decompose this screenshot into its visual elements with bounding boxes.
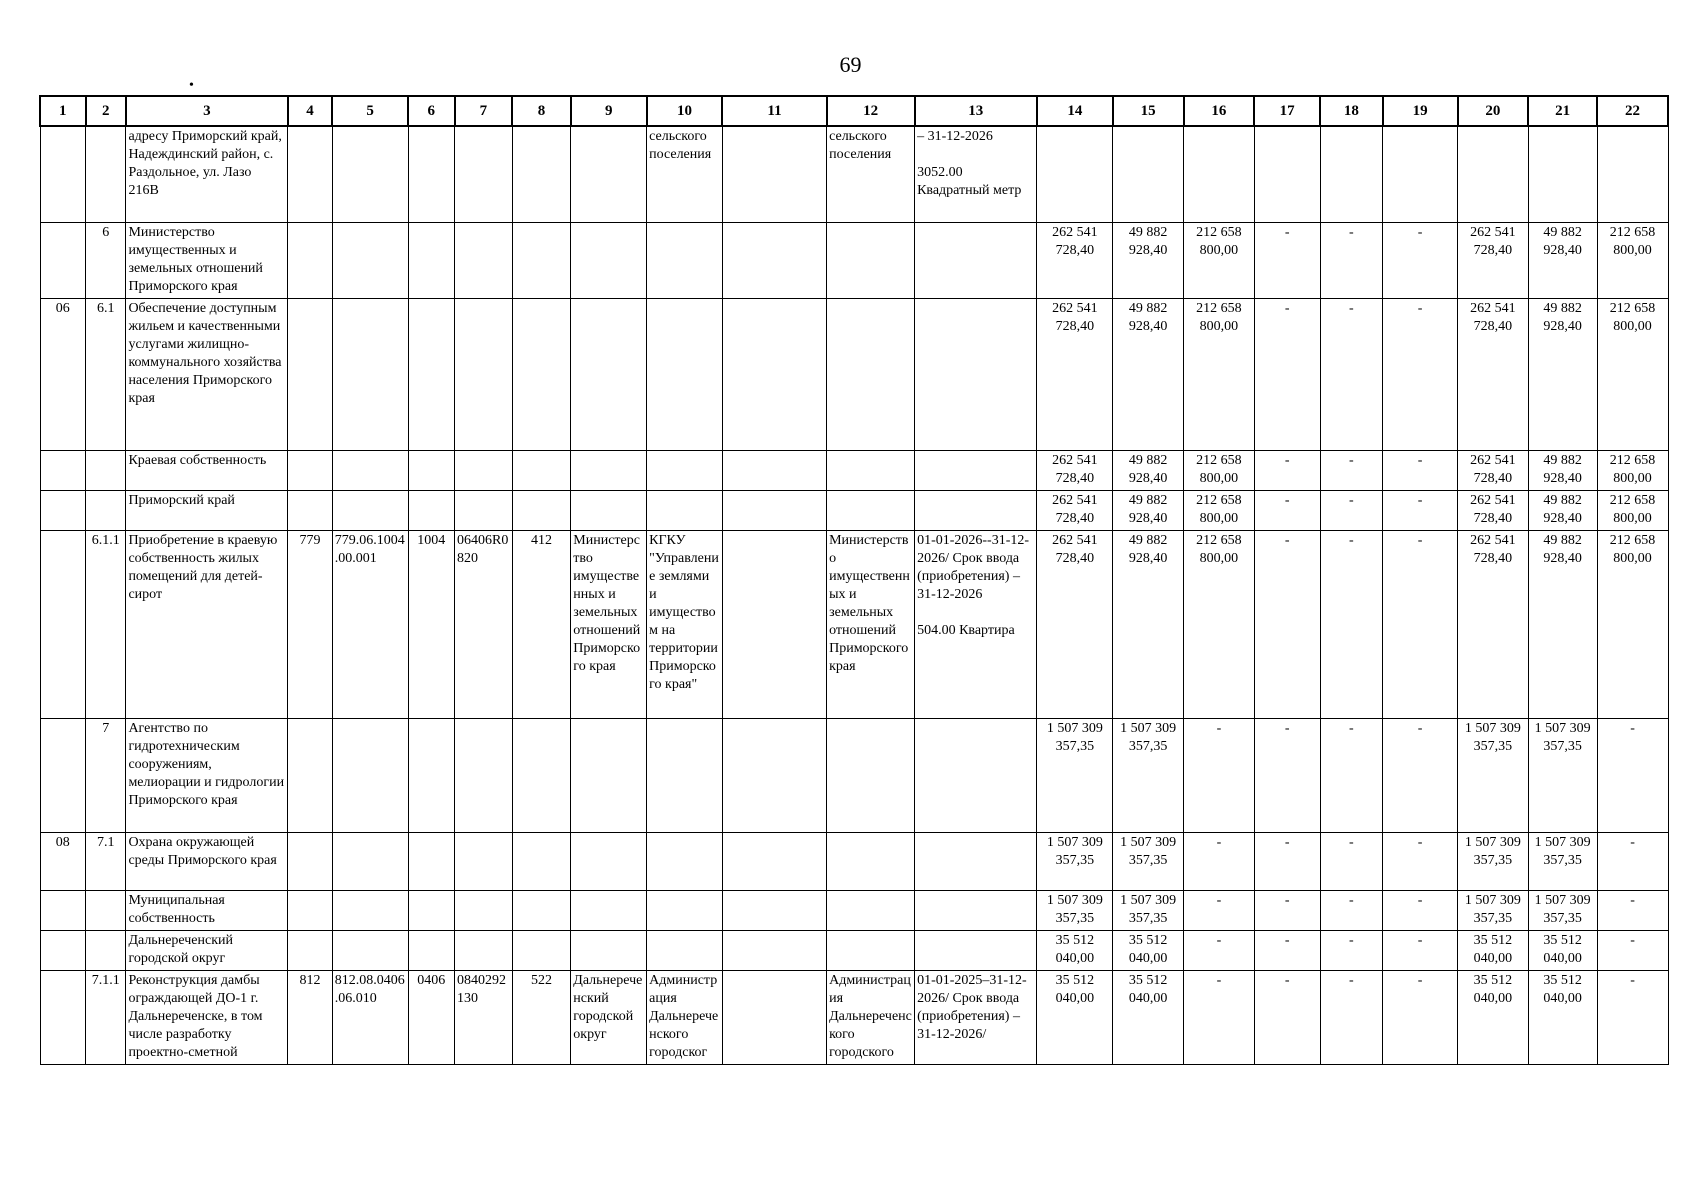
- table-row: [40, 222, 1668, 298]
- table-row: [40, 718, 1668, 832]
- cell-col-17: -: [1254, 490, 1320, 530]
- cell-col-2: 6.1: [86, 298, 126, 450]
- cell-col-10: КГКУ "Управление землями и имуществом на территории Приморского края": [647, 530, 723, 718]
- cell-col-17: -: [1254, 718, 1320, 832]
- cell-col-19: -: [1383, 832, 1458, 890]
- cell-col-1: [40, 222, 86, 298]
- cell-col-19: -: [1383, 890, 1458, 930]
- cell-col-11: [722, 930, 826, 970]
- cell-col-15: 49 882 928,40: [1113, 222, 1184, 298]
- cell-col-19: -: [1383, 450, 1458, 490]
- cell-col-14: 1 507 309 357,35: [1037, 718, 1113, 832]
- cell-col-10: [647, 832, 723, 890]
- cell-col-7: [455, 890, 513, 930]
- cell-col-22: -: [1597, 890, 1668, 930]
- cell-col-12: [827, 930, 915, 970]
- cell-col-18: -: [1320, 450, 1383, 490]
- cell-col-17: -: [1254, 222, 1320, 298]
- cell-col-3: Приобретение в краевую собственность жилых помещений для детей-сирот: [126, 530, 288, 718]
- cell-col-18: -: [1320, 832, 1383, 890]
- cell-col-19: -: [1383, 530, 1458, 718]
- cell-col-19: -: [1383, 718, 1458, 832]
- cell-col-11: [722, 718, 826, 832]
- cell-col-22: 212 658 800,00: [1597, 222, 1668, 298]
- cell-col-14: 35 512 040,00: [1037, 970, 1113, 1064]
- cell-col-5: [332, 126, 408, 222]
- table-row: [40, 890, 1668, 930]
- cell-col-18: -: [1320, 490, 1383, 530]
- cell-col-11: [722, 832, 826, 890]
- cell-col-20: 1 507 309 357,35: [1458, 832, 1529, 890]
- cell-col-10: сельского поселения: [647, 126, 723, 222]
- cell-col-8: [512, 930, 571, 970]
- cell-col-6: [408, 490, 455, 530]
- cell-col-19: [1383, 126, 1458, 222]
- cell-col-5: [332, 930, 408, 970]
- cell-col-11: [722, 530, 826, 718]
- budget-table: [39, 95, 1669, 1065]
- cell-col-20: 1 507 309 357,35: [1458, 718, 1529, 832]
- cell-col-2: 7.1.1: [86, 970, 126, 1064]
- cell-col-20: 262 541 728,40: [1458, 450, 1529, 490]
- cell-col-13: 01-01-2026--31-12-2026/ Срок ввода (приобретения) – 31-12-2026 504.00 Квартира: [915, 530, 1037, 718]
- cell-col-6: 0406: [408, 970, 455, 1064]
- cell-col-9: [571, 890, 647, 930]
- cell-col-6: [408, 832, 455, 890]
- cell-col-2: 6: [86, 222, 126, 298]
- cell-col-10: [647, 222, 723, 298]
- cell-col-5: [332, 718, 408, 832]
- cell-col-10: Администрация Дальнереченского городског: [647, 970, 723, 1064]
- table-body: [40, 126, 1668, 1064]
- cell-col-9: [571, 718, 647, 832]
- cell-col-11: [722, 222, 826, 298]
- cell-col-3: Краевая собственность: [126, 450, 288, 490]
- cell-col-18: -: [1320, 890, 1383, 930]
- cell-col-19: -: [1383, 298, 1458, 450]
- cell-col-18: -: [1320, 222, 1383, 298]
- cell-col-3: адресу Приморский край, Надеждинский район, с. Раздольное, ул. Лазо 216В: [126, 126, 288, 222]
- table-row: [40, 450, 1668, 490]
- cell-col-22: -: [1597, 718, 1668, 832]
- cell-col-6: [408, 126, 455, 222]
- cell-col-17: -: [1254, 930, 1320, 970]
- cell-col-12: Министерство имущественных и земельных отношений Приморского края: [827, 530, 915, 718]
- cell-col-11: [722, 890, 826, 930]
- cell-col-21: 35 512 040,00: [1528, 970, 1597, 1064]
- cell-col-11: [722, 126, 826, 222]
- cell-col-16: -: [1184, 832, 1255, 890]
- cell-col-13: [915, 890, 1037, 930]
- cell-col-7: [455, 930, 513, 970]
- cell-col-8: [512, 718, 571, 832]
- cell-col-15: 35 512 040,00: [1113, 930, 1184, 970]
- cell-col-3: Министерство имущественных и земельных отношений Приморского края: [126, 222, 288, 298]
- cell-col-16: 212 658 800,00: [1184, 222, 1255, 298]
- cell-col-17: [1254, 126, 1320, 222]
- cell-col-5: [332, 890, 408, 930]
- cell-col-21: 49 882 928,40: [1528, 450, 1597, 490]
- cell-col-8: [512, 298, 571, 450]
- cell-col-22: 212 658 800,00: [1597, 490, 1668, 530]
- cell-col-3: Реконструкция дамбы ограждающей ДО-1 г. Дальнереченске, в том числе разработку проектно-сметной: [126, 970, 288, 1064]
- cell-col-3: Приморский край: [126, 490, 288, 530]
- cell-col-7: [455, 298, 513, 450]
- table-row: [40, 930, 1668, 970]
- cell-col-2: 6.1.1: [86, 530, 126, 718]
- cell-col-8: [512, 450, 571, 490]
- cell-col-9: Министерство имущественных и земельных отношений Приморского края: [571, 530, 647, 718]
- page-number: 69: [839, 52, 862, 77]
- cell-col-4: [288, 222, 332, 298]
- cell-col-10: [647, 890, 723, 930]
- cell-col-20: 262 541 728,40: [1458, 490, 1529, 530]
- cell-col-14: [1037, 126, 1113, 222]
- cell-col-6: [408, 930, 455, 970]
- cell-col-16: -: [1184, 890, 1255, 930]
- cell-col-15: 49 882 928,40: [1113, 298, 1184, 450]
- cell-col-21: 49 882 928,40: [1528, 490, 1597, 530]
- cell-col-5: [332, 832, 408, 890]
- cell-col-17: -: [1254, 832, 1320, 890]
- cell-col-21: 1 507 309 357,35: [1528, 832, 1597, 890]
- cell-col-11: [722, 450, 826, 490]
- cell-col-18: -: [1320, 718, 1383, 832]
- cell-col-15: 35 512 040,00: [1113, 970, 1184, 1064]
- cell-col-8: [512, 490, 571, 530]
- column-header-15: 15: [1113, 96, 1184, 126]
- cell-col-18: -: [1320, 530, 1383, 718]
- cell-col-6: [408, 298, 455, 450]
- table-row: [40, 832, 1668, 890]
- cell-col-1: [40, 718, 86, 832]
- cell-col-19: -: [1383, 930, 1458, 970]
- cell-col-14: 262 541 728,40: [1037, 530, 1113, 718]
- cell-col-18: -: [1320, 298, 1383, 450]
- column-header-17: 17: [1254, 96, 1320, 126]
- cell-col-2: [86, 890, 126, 930]
- table-row: [40, 126, 1668, 222]
- cell-col-9: [571, 222, 647, 298]
- cell-col-6: [408, 890, 455, 930]
- cell-col-12: [827, 450, 915, 490]
- cell-col-12: сельского поселения: [827, 126, 915, 222]
- cell-col-13: [915, 450, 1037, 490]
- cell-col-7: [455, 222, 513, 298]
- stray-dot: •: [189, 78, 194, 93]
- cell-col-4: [288, 890, 332, 930]
- cell-col-21: 1 507 309 357,35: [1528, 718, 1597, 832]
- cell-col-12: [827, 890, 915, 930]
- column-header-5: 5: [332, 96, 408, 126]
- cell-col-13: [915, 222, 1037, 298]
- cell-col-13: 01-01-2025–31-12-2026/ Срок ввода (приобретения) – 31-12-2026/: [915, 970, 1037, 1064]
- cell-col-6: [408, 222, 455, 298]
- cell-col-13: [915, 832, 1037, 890]
- cell-col-18: [1320, 126, 1383, 222]
- column-header-3: 3: [126, 96, 288, 126]
- cell-col-20: 35 512 040,00: [1458, 970, 1529, 1064]
- cell-col-22: 212 658 800,00: [1597, 530, 1668, 718]
- cell-col-9: [571, 126, 647, 222]
- column-header-4: 4: [288, 96, 332, 126]
- cell-col-18: -: [1320, 930, 1383, 970]
- cell-col-19: -: [1383, 490, 1458, 530]
- cell-col-4: [288, 930, 332, 970]
- cell-col-5: [332, 222, 408, 298]
- cell-col-5: [332, 490, 408, 530]
- cell-col-3: Дальнереченский городской округ: [126, 930, 288, 970]
- cell-col-9: [571, 450, 647, 490]
- cell-col-14: 262 541 728,40: [1037, 298, 1113, 450]
- column-header-16: 16: [1184, 96, 1255, 126]
- cell-col-12: [827, 298, 915, 450]
- column-header-13: 13: [915, 96, 1037, 126]
- column-header-1: 1: [40, 96, 86, 126]
- cell-col-7: [455, 490, 513, 530]
- cell-col-21: 1 507 309 357,35: [1528, 890, 1597, 930]
- cell-col-8: [512, 126, 571, 222]
- cell-col-11: [722, 970, 826, 1064]
- cell-col-9: [571, 832, 647, 890]
- cell-col-19: -: [1383, 970, 1458, 1064]
- cell-col-1: [40, 450, 86, 490]
- cell-col-16: 212 658 800,00: [1184, 298, 1255, 450]
- table-row: [40, 490, 1668, 530]
- cell-col-4: [288, 450, 332, 490]
- cell-col-4: [288, 126, 332, 222]
- cell-col-10: [647, 450, 723, 490]
- table-row: [40, 530, 1668, 718]
- cell-col-16: -: [1184, 930, 1255, 970]
- cell-col-16: -: [1184, 970, 1255, 1064]
- cell-col-16: -: [1184, 718, 1255, 832]
- cell-col-8: [512, 890, 571, 930]
- cell-col-10: [647, 298, 723, 450]
- cell-col-2: [86, 126, 126, 222]
- cell-col-15: 1 507 309 357,35: [1113, 718, 1184, 832]
- column-header-12: 12: [827, 96, 915, 126]
- cell-col-1: [40, 126, 86, 222]
- cell-col-3: Агентство по гидротехническим сооружениям, мелиорации и гидрологии Приморского края: [126, 718, 288, 832]
- cell-col-22: -: [1597, 970, 1668, 1064]
- column-header-9: 9: [571, 96, 647, 126]
- cell-col-4: [288, 298, 332, 450]
- cell-col-1: 08: [40, 832, 86, 890]
- cell-col-20: [1458, 126, 1529, 222]
- cell-col-1: [40, 490, 86, 530]
- column-header-11: 11: [722, 96, 826, 126]
- cell-col-3: Обеспечение доступным жильем и качественными услугами жилищно-коммунального хозяйства населения Приморского края: [126, 298, 288, 450]
- cell-col-13: [915, 298, 1037, 450]
- column-header-20: 20: [1458, 96, 1529, 126]
- cell-col-6: [408, 450, 455, 490]
- cell-col-1: 06: [40, 298, 86, 450]
- cell-col-14: 35 512 040,00: [1037, 930, 1113, 970]
- cell-col-6: 1004: [408, 530, 455, 718]
- column-header-18: 18: [1320, 96, 1383, 126]
- cell-col-1: [40, 930, 86, 970]
- cell-col-22: 212 658 800,00: [1597, 298, 1668, 450]
- cell-col-20: 1 507 309 357,35: [1458, 890, 1529, 930]
- column-header-2: 2: [86, 96, 126, 126]
- column-header-8: 8: [512, 96, 571, 126]
- cell-col-20: 35 512 040,00: [1458, 930, 1529, 970]
- cell-col-8: 412: [512, 530, 571, 718]
- cell-col-20: 262 541 728,40: [1458, 298, 1529, 450]
- cell-col-5: [332, 298, 408, 450]
- cell-col-15: 1 507 309 357,35: [1113, 832, 1184, 890]
- cell-col-7: [455, 718, 513, 832]
- cell-col-19: -: [1383, 222, 1458, 298]
- cell-col-10: [647, 930, 723, 970]
- cell-col-1: [40, 530, 86, 718]
- cell-col-13: [915, 490, 1037, 530]
- cell-col-12: [827, 222, 915, 298]
- cell-col-5: 812.08.0406.06.010: [332, 970, 408, 1064]
- cell-col-21: [1528, 126, 1597, 222]
- cell-col-13: – 31-12-2026 3052.00 Квадратный метр: [915, 126, 1037, 222]
- cell-col-7: 0840292130: [455, 970, 513, 1064]
- cell-col-2: 7: [86, 718, 126, 832]
- cell-col-13: [915, 930, 1037, 970]
- cell-col-21: 49 882 928,40: [1528, 298, 1597, 450]
- column-header-14: 14: [1037, 96, 1113, 126]
- cell-col-10: [647, 718, 723, 832]
- cell-col-16: 212 658 800,00: [1184, 490, 1255, 530]
- table-row: [40, 298, 1668, 450]
- cell-col-2: 7.1: [86, 832, 126, 890]
- cell-col-14: 1 507 309 357,35: [1037, 890, 1113, 930]
- cell-col-4: 779: [288, 530, 332, 718]
- cell-col-17: -: [1254, 450, 1320, 490]
- cell-col-11: [722, 490, 826, 530]
- cell-col-4: [288, 832, 332, 890]
- cell-col-8: [512, 832, 571, 890]
- cell-col-9: [571, 490, 647, 530]
- cell-col-16: [1184, 126, 1255, 222]
- cell-col-18: -: [1320, 970, 1383, 1064]
- cell-col-15: 49 882 928,40: [1113, 490, 1184, 530]
- cell-col-4: [288, 490, 332, 530]
- cell-col-6: [408, 718, 455, 832]
- cell-col-21: 35 512 040,00: [1528, 930, 1597, 970]
- cell-col-14: 262 541 728,40: [1037, 222, 1113, 298]
- cell-col-15: 49 882 928,40: [1113, 450, 1184, 490]
- cell-col-7: [455, 126, 513, 222]
- cell-col-22: 212 658 800,00: [1597, 450, 1668, 490]
- cell-col-12: [827, 718, 915, 832]
- cell-col-17: -: [1254, 890, 1320, 930]
- cell-col-9: [571, 930, 647, 970]
- cell-col-7: [455, 832, 513, 890]
- column-header-22: 22: [1597, 96, 1668, 126]
- cell-col-17: -: [1254, 970, 1320, 1064]
- cell-col-8: 522: [512, 970, 571, 1064]
- cell-col-3: Муниципальная собственность: [126, 890, 288, 930]
- cell-col-7: [455, 450, 513, 490]
- cell-col-16: 212 658 800,00: [1184, 450, 1255, 490]
- cell-col-15: [1113, 126, 1184, 222]
- cell-col-1: [40, 890, 86, 930]
- column-header-7: 7: [455, 96, 513, 126]
- cell-col-5: [332, 450, 408, 490]
- cell-col-15: 1 507 309 357,35: [1113, 890, 1184, 930]
- cell-col-22: -: [1597, 930, 1668, 970]
- cell-col-21: 49 882 928,40: [1528, 530, 1597, 718]
- cell-col-22: -: [1597, 832, 1668, 890]
- cell-col-14: 262 541 728,40: [1037, 450, 1113, 490]
- cell-col-12: [827, 490, 915, 530]
- cell-col-12: Администрация Дальнереченского городского: [827, 970, 915, 1064]
- cell-col-9: [571, 298, 647, 450]
- cell-col-2: [86, 490, 126, 530]
- cell-col-16: 212 658 800,00: [1184, 530, 1255, 718]
- cell-col-12: [827, 832, 915, 890]
- cell-col-17: -: [1254, 298, 1320, 450]
- column-header-10: 10: [647, 96, 723, 126]
- cell-col-9: Дальнереченский городской округ: [571, 970, 647, 1064]
- cell-col-2: [86, 450, 126, 490]
- cell-col-15: 49 882 928,40: [1113, 530, 1184, 718]
- cell-col-4: [288, 718, 332, 832]
- cell-col-20: 262 541 728,40: [1458, 222, 1529, 298]
- cell-col-21: 49 882 928,40: [1528, 222, 1597, 298]
- cell-col-1: [40, 970, 86, 1064]
- cell-col-7: 06406R0820: [455, 530, 513, 718]
- cell-col-11: [722, 298, 826, 450]
- cell-col-4: 812: [288, 970, 332, 1064]
- column-header-21: 21: [1528, 96, 1597, 126]
- cell-col-14: 262 541 728,40: [1037, 490, 1113, 530]
- cell-col-20: 262 541 728,40: [1458, 530, 1529, 718]
- cell-col-3: Охрана окружающей среды Приморского края: [126, 832, 288, 890]
- column-header-19: 19: [1383, 96, 1458, 126]
- cell-col-2: [86, 930, 126, 970]
- cell-col-17: -: [1254, 530, 1320, 718]
- cell-col-5: 779.06.1004.00.001: [332, 530, 408, 718]
- cell-col-13: [915, 718, 1037, 832]
- column-header-6: 6: [408, 96, 455, 126]
- cell-col-22: [1597, 126, 1668, 222]
- cell-col-10: [647, 490, 723, 530]
- cell-col-8: [512, 222, 571, 298]
- cell-col-14: 1 507 309 357,35: [1037, 832, 1113, 890]
- table-row: [40, 970, 1668, 1064]
- header-row: [40, 96, 1668, 126]
